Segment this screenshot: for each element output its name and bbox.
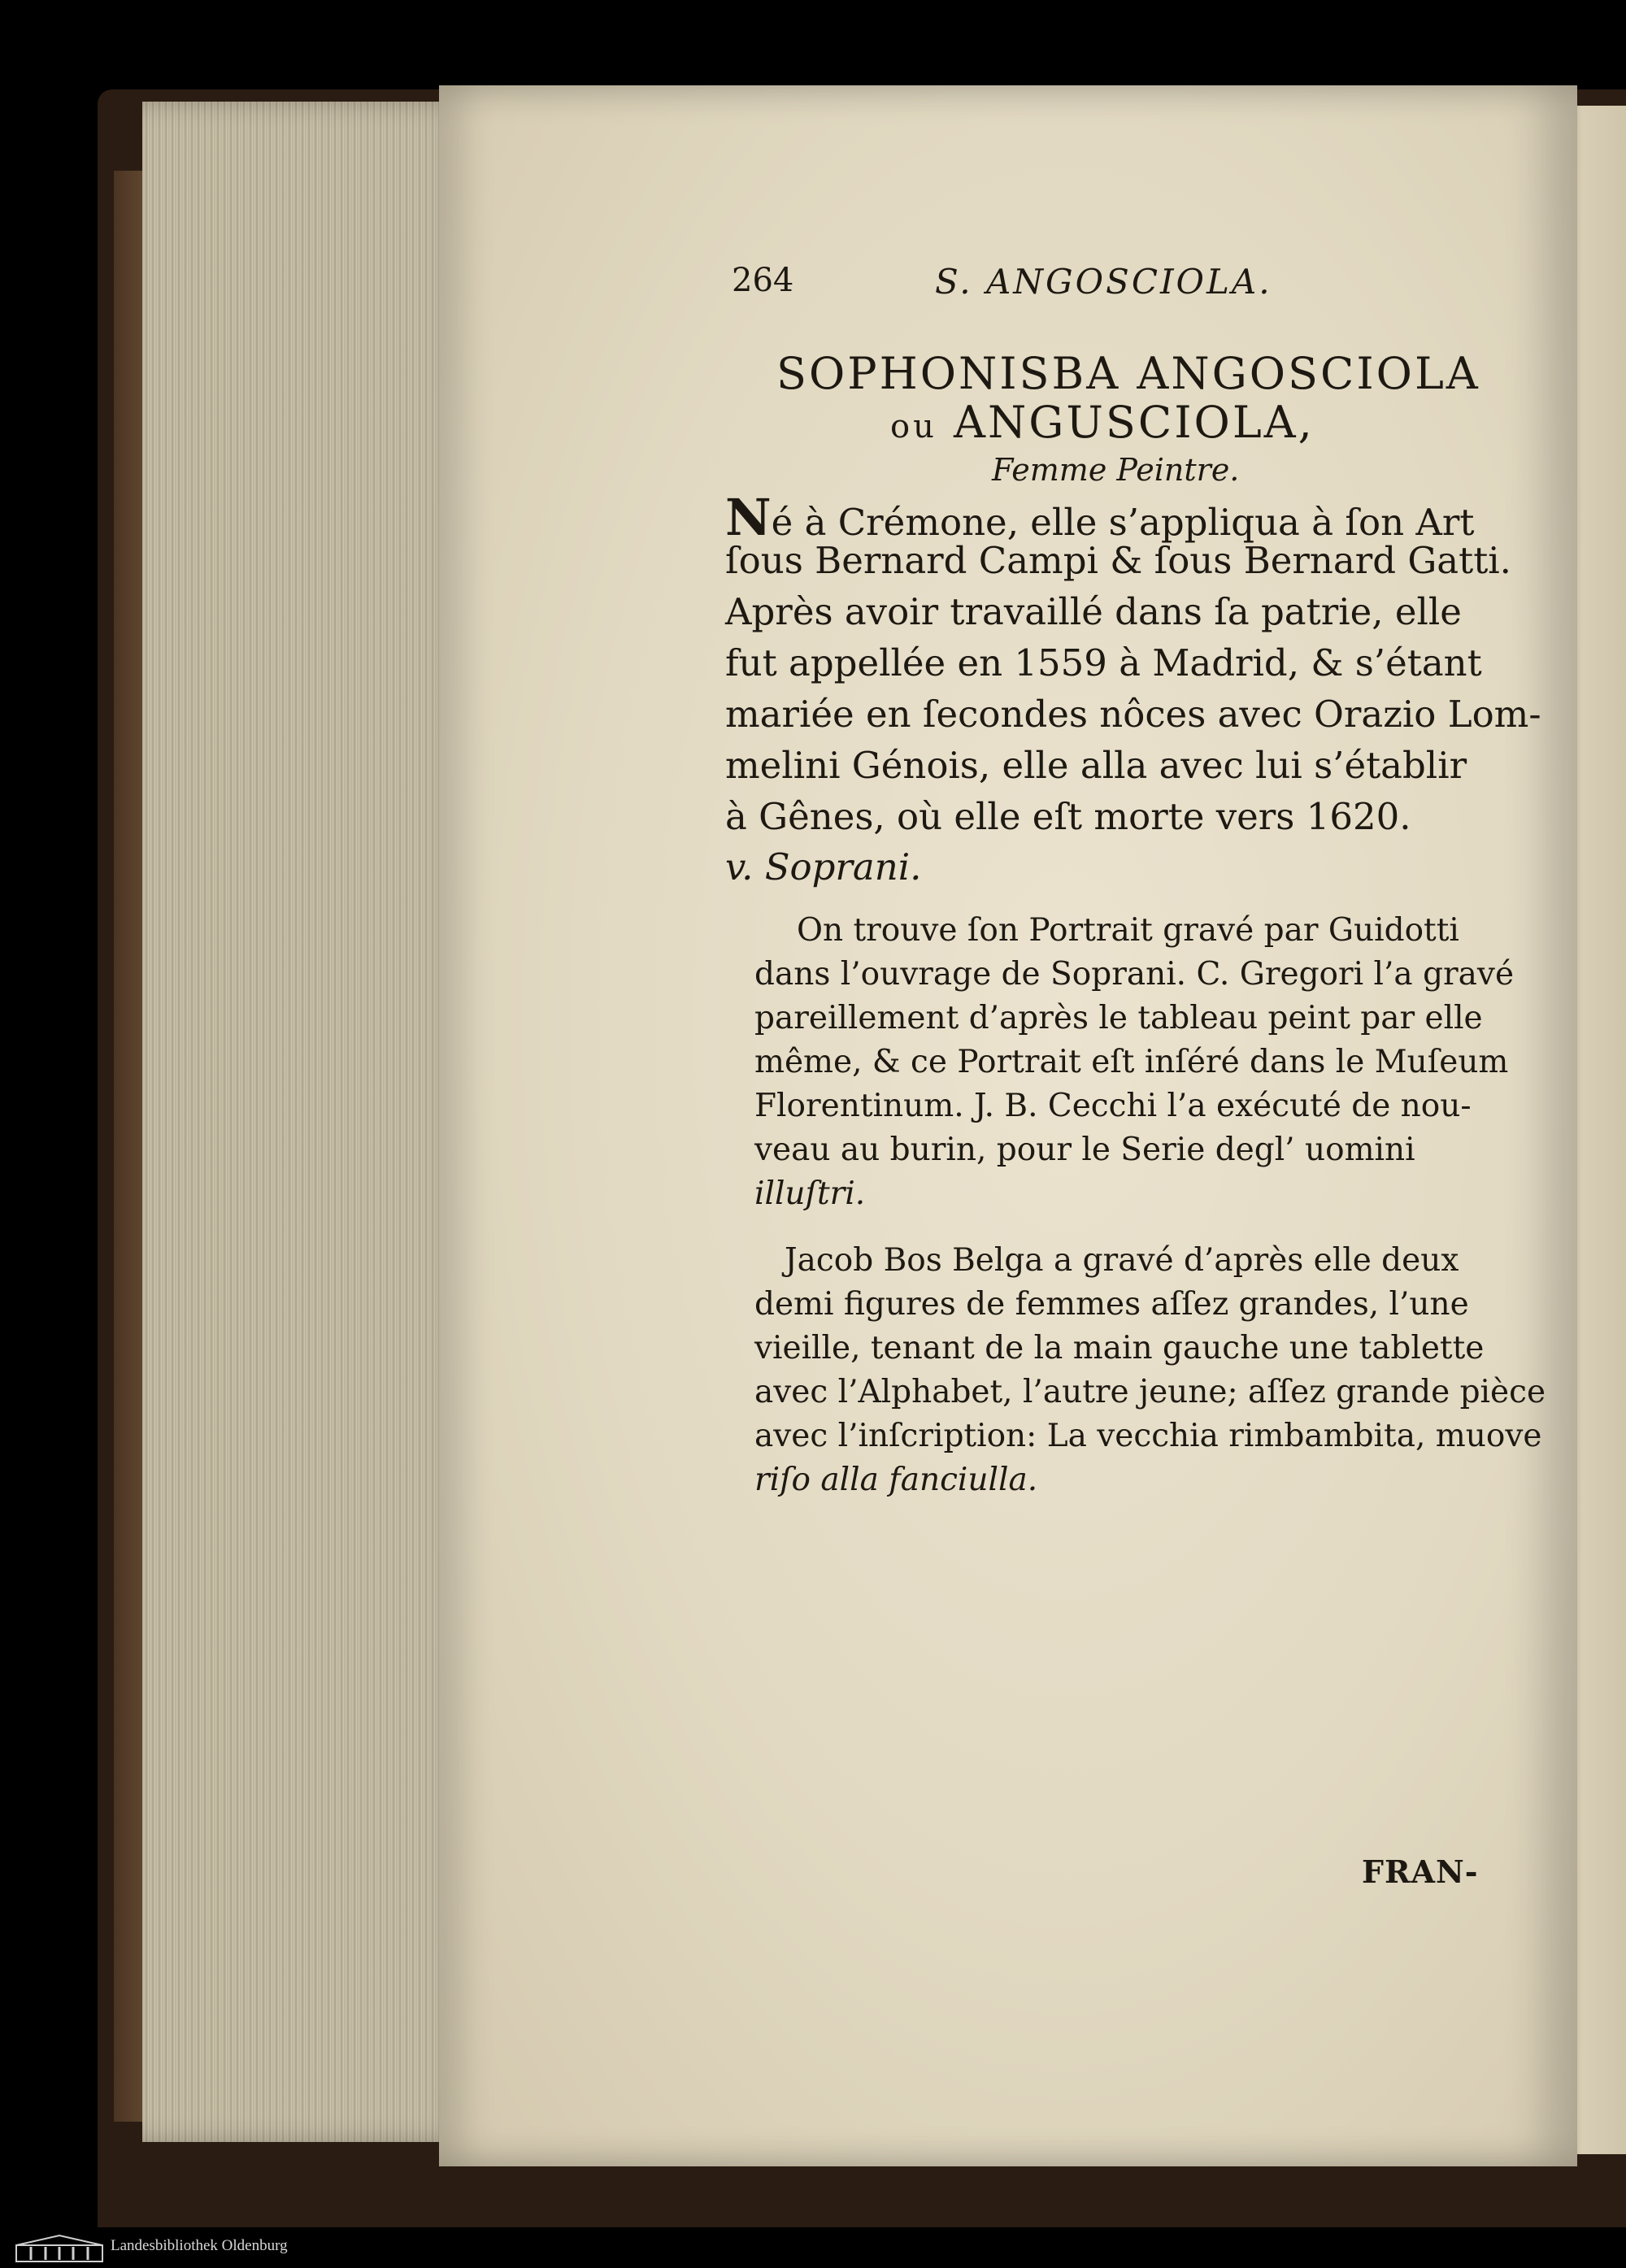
note-line: avec l’Alphabet, l’autre jeune; aſſez grande pièce [754, 1374, 1546, 1410]
body-line: à Gênes, où elle eſt morte vers 1620. [725, 795, 1411, 838]
body-line: Né à Crémone, elle s’appliqua à ſon Art [725, 488, 1475, 547]
body-line: fut appellée en 1559 à Madrid, & s’étant [725, 641, 1482, 684]
body-line: v. Soprani. [725, 845, 922, 889]
note-line: demi figures de femmes aſſez grandes, l’une [754, 1286, 1469, 1323]
entry-title-line2 [890, 397, 1315, 448]
note-line: vieille, tenant de la main gauche une tablette [754, 1330, 1485, 1366]
library-name: Landesbibliothek Oldenburg [111, 2237, 288, 2254]
body-line: Après avoir travaillé dans ſa patrie, elle [725, 590, 1462, 633]
library-building-icon [15, 2234, 104, 2263]
page-stack-edges [142, 102, 467, 2142]
note-line: avec l’inſcription: La vecchia rimbambita, muove [754, 1418, 1542, 1454]
note-line: On trouve ſon Portrait gravé par Guidotti [797, 912, 1459, 949]
page-number: 264 [732, 262, 794, 299]
note-line: veau au burin, pour le Serie degl’ uomini [754, 1132, 1415, 1168]
running-title: S. ANGOSCIOLA. [935, 262, 1272, 302]
note-line: illuſtri. [754, 1175, 866, 1212]
body-line: ſous Bernard Campi & ſous Bernard Gatti. [725, 539, 1511, 582]
entry-title-prefix: ou [890, 408, 937, 445]
entry-title-name: ANGUSCIOLA, [954, 397, 1315, 448]
note-line: même, & ce Portrait eſt inſéré dans le Muſeum [754, 1044, 1509, 1080]
note-line: Jacob Bos Belga a gravé d’après elle deux [785, 1242, 1459, 1279]
entry-title-line1: SOPHONISBA ANGOSCIOLA [776, 348, 1480, 399]
note-line: pareillement d’après le tableau peint par elle [754, 1000, 1483, 1036]
body-line: mariée en ſecondes nôces avec Orazio Lom- [725, 693, 1541, 736]
body-line: melini Génois, elle alla avec lui s’établir [725, 744, 1467, 787]
note-line: riſo alla fanciulla. [754, 1462, 1038, 1498]
note-line: Florentinum. J. B. Cecchi l’a exécuté de nou- [754, 1088, 1472, 1124]
note-line: dans l’ouvrage de Soprani. C. Gregori l’a gravé [754, 956, 1515, 993]
catchword: FRAN- [1362, 1853, 1479, 1890]
entry-subtitle: Femme Peintre. [992, 452, 1240, 488]
